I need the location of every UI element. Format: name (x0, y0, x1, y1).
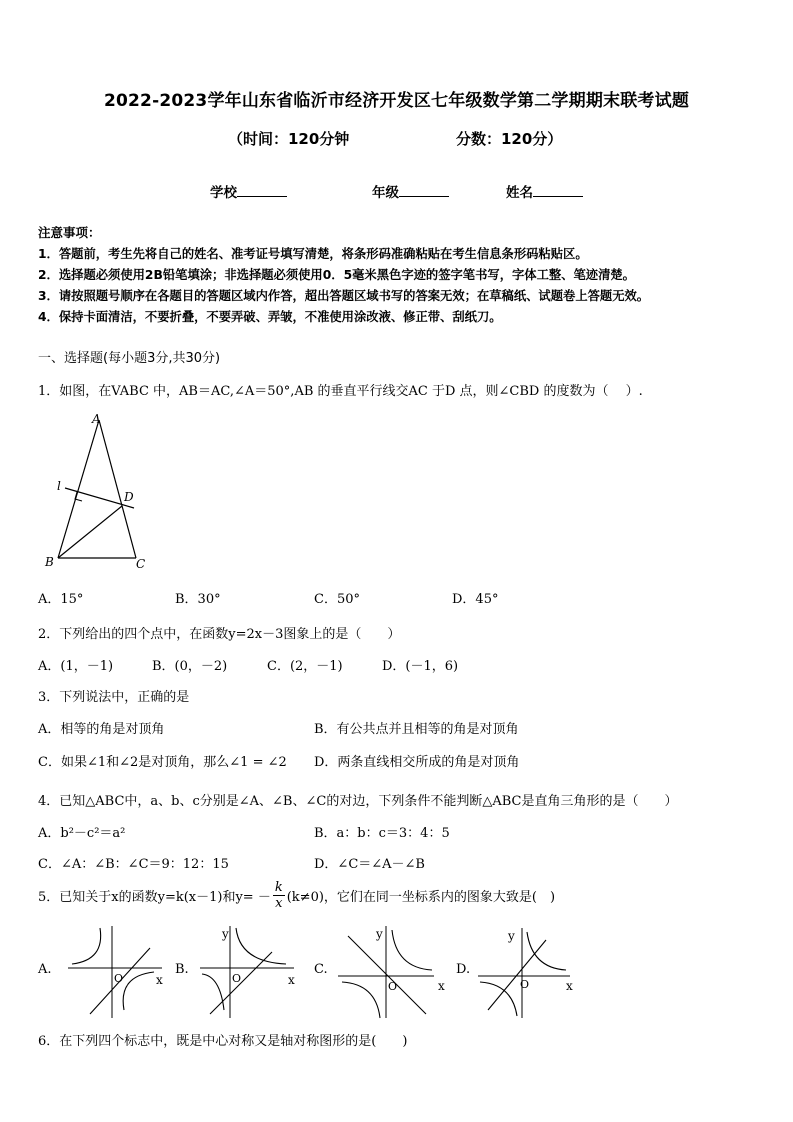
vertex-label-c: C (136, 557, 146, 571)
grade-blank[interactable] (399, 184, 449, 197)
note-item: 4．保持卡面清洁，不要折叠，不要弄破、弄皱，不准使用涂改液、修正带、刮纸刀。 (38, 310, 502, 324)
q2-option-c[interactable]: C．(2，－1) (267, 659, 343, 674)
name-field[interactable] (506, 181, 583, 201)
question-4-stem: 4．已知△ABC中，a、b、c分别是∠A、∠B、∠C的对边，下列条件不能判断△ABC是直角三角形的是（ ） (38, 794, 678, 809)
vertex-label-a: A (92, 412, 101, 426)
vertex-label-b: B (45, 555, 54, 569)
question-5-stem (38, 880, 555, 911)
section-heading: 一、选择题(每小题3分,共30分) (38, 351, 221, 366)
page-title: 2022-2023学年山东省临沂市经济开发区七年级数学第二学期期末联考试题 (103, 91, 690, 111)
origin-label: O (114, 972, 124, 985)
q5-graph-d[interactable] (474, 922, 584, 1022)
question-6-stem: 6．在下列四个标志中，既是中心对称又是轴对称图形的是( ) (38, 1034, 408, 1049)
q2-option-b[interactable]: B．(0，－2) (152, 659, 228, 674)
q3-option-b[interactable]: B．有公共点并且相等的角是对顶角 (314, 722, 519, 737)
note-item: 3．请按照题号顺序在各题目的答题区域内作答，超出答题区域书写的答案无效；在草稿纸、试题卷上答题无效。 (38, 289, 650, 303)
line-label-l: l (57, 479, 61, 493)
q4-option-a[interactable]: A．b²－c²＝a² (38, 826, 126, 841)
question-3-stem: 3．下列说法中，正确的是 (38, 690, 190, 705)
q5-graph-a[interactable] (64, 922, 172, 1022)
name-label: 姓名 (506, 185, 533, 201)
q5-option-c-label[interactable]: C. (314, 962, 328, 977)
origin-label: O (232, 972, 242, 985)
exam-time: （时间：120分钟 (228, 130, 350, 148)
q4-option-c[interactable]: C．∠A：∠B：∠C＝9：12：15 (38, 857, 229, 872)
q5-fraction-denominator: x (275, 896, 283, 911)
y-axis-label: y (222, 927, 229, 941)
q3-option-a[interactable]: A．相等的角是对顶角 (38, 722, 165, 737)
origin-label: O (388, 980, 398, 993)
q5-option-d-label[interactable]: D. (456, 962, 471, 977)
question-2-stem: 2．下列给出的四个点中，在函数y=2x－3图象上的是（ ） (38, 627, 401, 642)
q5-option-b-label[interactable]: B. (175, 962, 189, 977)
note-item: 2．选择题必须使用2B铅笔填涂；非选择题必须使用0．5毫米黑色字迹的签字笔书写，字体工整、笔迹清楚。 (38, 268, 635, 282)
school-blank[interactable] (237, 184, 287, 197)
x-axis-label: x (156, 973, 163, 987)
q1-option-b[interactable]: B．30° (175, 592, 221, 607)
point-label-d: D (124, 490, 134, 504)
q3-option-d[interactable]: D．两条直线相交所成的角是对顶角 (314, 755, 520, 770)
q5-graph-c[interactable] (334, 922, 446, 1022)
q5-stem-pre: 5．已知关于x的函数y=k(x－1)和y= － (38, 890, 271, 905)
q2-option-d[interactable]: D．(－1，6) (382, 659, 459, 674)
q4-option-d[interactable]: D．∠C＝∠A－∠B (314, 857, 425, 872)
y-axis-label: y (508, 929, 515, 943)
q1-option-d[interactable]: D．45° (452, 592, 499, 607)
q5-fraction (273, 880, 285, 911)
q5-fraction-numerator: k (274, 880, 283, 895)
x-axis-label: x (288, 973, 295, 987)
grade-field[interactable] (372, 181, 449, 201)
exam-score: 分数：120分） (456, 130, 563, 148)
grade-label: 年级 (372, 185, 399, 201)
question-1-stem: 1．如图，在VABC 中，AB＝AC,∠A＝50°,AB 的垂直平行线交AC 于D 点，则∠CBD 的度数为（ ）. (38, 384, 643, 399)
q5-graph-b[interactable] (196, 922, 304, 1022)
q3-option-c[interactable]: C．如果∠1和∠2是对顶角，那么∠1 = ∠2 (38, 755, 287, 770)
y-axis-label: y (376, 927, 383, 941)
q1-option-c[interactable]: C．50° (314, 592, 360, 607)
note-item: 1．答题前，考生先将自己的姓名、准考证号填写清楚，将条形码准确粘贴在考生信息条形码粘贴区。 (38, 247, 588, 261)
q4-option-b[interactable]: B．a：b：c＝3：4：5 (314, 826, 450, 841)
x-axis-label: x (438, 979, 445, 993)
school-label: 学校 (210, 185, 237, 201)
q5-stem-post: (k≠0)，它们在同一坐标系内的图象大致是( ) (286, 890, 556, 905)
triangle-figure (40, 410, 155, 575)
q5-option-a-label[interactable]: A. (38, 962, 52, 977)
q2-option-a[interactable]: A．(1，－1) (38, 659, 114, 674)
school-field[interactable] (210, 181, 287, 201)
origin-label: O (520, 978, 530, 991)
x-axis-label: x (566, 979, 573, 993)
name-blank[interactable] (533, 184, 583, 197)
q1-option-a[interactable]: A．15° (38, 592, 84, 607)
notes-heading: 注意事项： (38, 225, 101, 240)
